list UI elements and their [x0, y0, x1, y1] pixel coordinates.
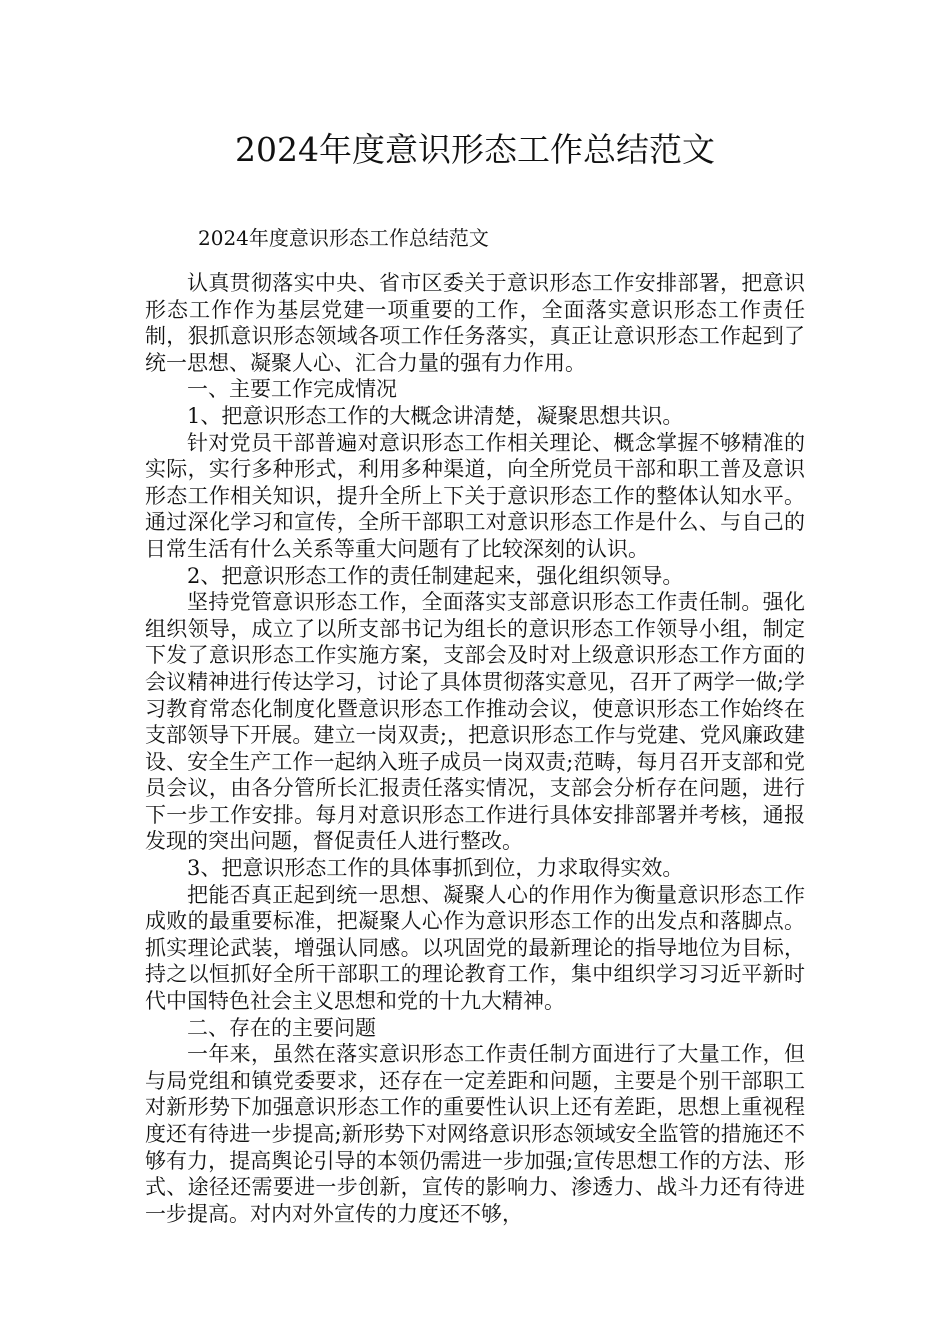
subheading-item-1: 1、把意识形态工作的大概念讲清楚，凝聚思想共识。: [187, 403, 684, 428]
paragraph-item-1: 针对党员干部普遍对意识形态工作相关理论、概念掌握不够精准的实际，实行多种形式，利用多种渠道，向全所党员干部和职工普及意识形态工作相关知识，提升全所上下关于意识形态工作的整体认知水平。通过深化学习和宣传，全所干部职工对意识形态工作是什么、与自己的日常生活有什么关系等重大问题有了比较深刻的认识。: [145, 430, 805, 561]
document-body: [145, 270, 805, 1227]
paragraph-item-2: 坚持党管意识形态工作，全面落实支部意识形态工作责任制。强化组织领导，成立了以所支部书记为组长的意识形态工作领导小组，制定下发了意识形态工作实施方案，支部会及时对上级意识形态工作方面的会议精神进行传达学习，讨论了具体贯彻落实意见，召开了两学一做;学习教育常态化制度化暨意识形态工作推动会议，使意识形态工作始终在支部领导下开展。建立一岗双责;，把意识形态工作与党建、党风廉政建设、安全生产工作一起纳入班子成员一岗双责;范畴，每月召开支部和党员会议，由各分管所长汇报责任落实情况，支部会分析存在问题，进行下一步工作安排。每月对意识形态工作进行具体安排部署并考核，通报发现的突出问题，督促责任人进行整改。: [145, 590, 805, 854]
paragraph-problems: 一年来，虽然在落实意识形态工作责任制方面进行了大量工作，但与局党组和镇党委要求，还存在一定差距和问题，主要是个别干部职工对新形势下加强意识形态工作的重要性认识上还有差距，思想上重视程度还有待进一步提高;新形势下对网络意识形态领域安全监管的措施还不够有力，提高舆论引导的本领仍需进一步加强;宣传思想工作的方法、形式、途径还需要进一步创新，宣传的影响力、渗透力、战斗力还有待进一步提高。对内对外宣传的力度还不够，: [145, 1042, 805, 1226]
intro-paragraph: 认真贯彻落实中央、省市区委关于意识形态工作安排部署，把意识形态工作作为基层党建一项重要的工作，全面落实意识形态工作责任制，狠抓意识形态领域各项工作任务落实，真正让意识形态工作起到了统一思想、凝聚人心、汇合力量的强有力作用。: [145, 271, 805, 375]
document-title: 2024年度意识形态工作总结范文: [235, 130, 715, 169]
section-heading-problems: 二、存在的主要问题: [187, 1015, 376, 1040]
paragraph-item-3: 把能否真正起到统一思想、凝聚人心的作用作为衡量意识形态工作成败的最重要标准，把凝聚人心作为意识形态工作的出发点和落脚点。抓实理论武装，增强认同感。以巩固党的最新理论的指导地位为目标，持之以恒抓好全所干部职工的理论教育工作，集中组织学习习近平新时代中国特色社会主义思想和党的十九大精神。: [145, 882, 805, 1014]
subheading-item-3: 3、把意识形态工作的具体事抓到位，力求取得实效。: [187, 856, 684, 881]
subheading-item-2: 2、把意识形态工作的责任制建起来，强化组织领导。: [187, 563, 684, 588]
section-heading-main-work: 一、主要工作完成情况: [187, 377, 397, 402]
document-subtitle: 2024年度意识形态工作总结范文: [198, 226, 489, 250]
